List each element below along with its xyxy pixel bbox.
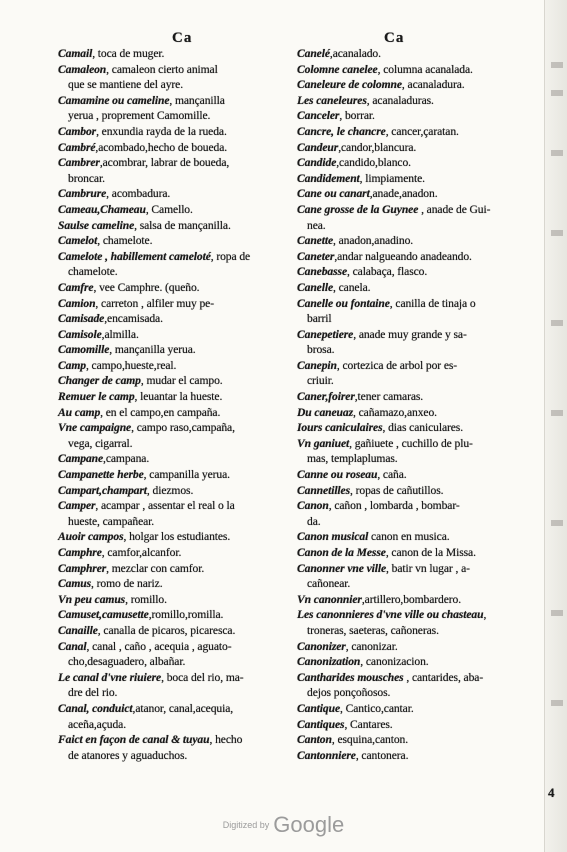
entry-definition: , toca de muger. (92, 47, 165, 60)
dictionary-entry-line (297, 296, 529, 312)
dictionary-entry-line (58, 155, 290, 171)
entry-headword: Vn canonnier (297, 592, 362, 606)
entry-definition: ,campana. (103, 452, 150, 466)
entry-definition: , campo,hueste,real. (85, 358, 177, 372)
entry-headword: Canal (58, 639, 87, 653)
dictionary-entry-line (58, 46, 290, 62)
entry-headword: Du caneuaz (297, 405, 354, 419)
dictionary-entry-line (58, 607, 290, 623)
entry-definition: , canon de la Missa. (385, 546, 476, 559)
dictionary-entry-line (297, 717, 529, 733)
entry-definition: de atanores y aguaduchos. (68, 748, 188, 762)
entry-definition: , anade de Gui- (418, 202, 491, 216)
entry-headword: Cantique (297, 701, 341, 715)
entry-headword: Canelé (297, 47, 330, 60)
dictionary-entry-line (58, 732, 290, 748)
entry-definition: , cancer,çaratan. (385, 124, 459, 138)
entry-definition: ,almilla. (101, 327, 139, 341)
entry-headword: Cane grosse de la Guynee (297, 202, 419, 216)
entry-definition: , mançanilla (169, 93, 225, 107)
entry-headword: Canonner vne ville (297, 561, 387, 575)
dictionary-entry-line (297, 46, 529, 62)
entry-definition: , calabaça, flasco. (347, 265, 428, 279)
entry-headword: Cambrer (58, 156, 100, 170)
entry-definition: ,tener camaras. (354, 390, 424, 404)
entry-definition: , batir vn lugar , a- (386, 561, 470, 575)
entry-definition: , mezclar con camfor. (106, 561, 205, 575)
entry-definition: , carreton , alfiler muy pe- (95, 296, 214, 310)
entry-headword: Iours caniculaires (297, 421, 383, 435)
dictionary-entry-line (58, 420, 290, 436)
dictionary-entry-line (297, 186, 529, 202)
entry-definition: , (483, 608, 487, 622)
entry-headword: Candeur (297, 140, 339, 154)
entry-headword: Remuer le camp (58, 390, 135, 404)
entry-headword: Canelle (297, 280, 334, 294)
entry-headword: Camion (58, 296, 96, 310)
entry-definition: , dias caniculares. (382, 421, 464, 435)
dictionary-column-left (58, 46, 290, 763)
google-logo: Google (273, 812, 345, 837)
entry-headword: Les canonnieres d'vne ville ou chasteau (297, 608, 484, 622)
entry-headword: Canonizer (297, 639, 346, 653)
entry-definition: , leuantar la hueste. (134, 390, 223, 404)
entry-headword: Camomille (58, 343, 110, 357)
dictionary-entry-line (297, 420, 529, 436)
entry-headword: Canne ou roseau (297, 468, 378, 482)
dictionary-entry-line (297, 498, 529, 514)
entry-headword: Cane ou canart (297, 187, 370, 201)
entry-headword: Vn peu camus (58, 592, 126, 606)
dictionary-entry-line (58, 358, 290, 374)
entry-headword: Canon musical (297, 530, 369, 544)
dictionary-entry-line (58, 77, 290, 93)
entry-headword: Au camp (58, 405, 101, 419)
dictionary-entry-line (297, 685, 529, 701)
dictionary-entry-line (297, 529, 529, 545)
entry-headword: Campane (58, 452, 104, 466)
entry-definition: cañonear. (307, 577, 351, 591)
dictionary-entry-line (58, 108, 290, 124)
entry-definition: , vee Camphre. (queño. (93, 280, 200, 294)
dictionary-entry-line (297, 218, 529, 234)
entry-definition: cho,desaguadero, albañar. (68, 655, 186, 669)
watermark-prefix: Digitized by (222, 820, 270, 830)
entry-definition: ,acanalado. (329, 47, 381, 60)
dictionary-entry-line (297, 514, 529, 530)
entry-definition: , mançanilla yerua. (109, 343, 196, 357)
entry-definition: ,romillo,romilla. (148, 608, 224, 622)
dictionary-entry-line (58, 701, 290, 717)
entry-definition: broncar. (68, 171, 105, 185)
dictionary-entry-line (58, 280, 290, 296)
entry-definition: , acanaladuras. (366, 93, 434, 107)
entry-headword: Cambré (58, 140, 96, 154)
entry-headword: Cambor (58, 124, 97, 138)
entry-definition: , diezmos. (146, 483, 194, 497)
entry-definition: , holgar los estudiantes. (123, 530, 231, 544)
dictionary-entry-line (58, 342, 290, 358)
dictionary-entry-line (58, 264, 290, 280)
entry-definition: ,anade,anadon. (369, 187, 438, 201)
entry-headword: Caneleure de colomne (297, 78, 402, 92)
entry-definition: ,candido,blanco. (336, 156, 411, 170)
dictionary-entry-line (58, 623, 290, 639)
entry-definition: , anadon,anadino. (333, 234, 414, 248)
dictionary-entry-line (58, 186, 290, 202)
entry-headword: Camphre (58, 546, 102, 559)
dictionary-entry-line (297, 108, 529, 124)
dictionary-entry-line (58, 467, 290, 483)
entry-headword: Canelle ou fontaine (297, 296, 390, 310)
entry-headword: Vn ganiuet (297, 436, 350, 450)
dictionary-entry-line (58, 670, 290, 686)
dictionary-entry-line (297, 436, 529, 452)
entry-headword: Auoir campos (58, 530, 124, 544)
dictionary-entry-line (58, 545, 290, 561)
dictionary-entry-line (58, 576, 290, 592)
entry-definition: , anade muy grande y sa- (353, 327, 467, 341)
entry-headword: Cantiques (297, 717, 345, 731)
entry-headword: Canton (297, 733, 332, 747)
entry-headword: Le canal d'vne riuiere (58, 670, 162, 684)
entry-headword: Camisole (58, 327, 102, 341)
entry-headword: Camuset,camusette (58, 608, 149, 622)
entry-headword: Cantonniere (297, 748, 356, 762)
dictionary-entry-line (58, 124, 290, 140)
digitization-watermark (0, 812, 567, 838)
dictionary-entry-line (58, 483, 290, 499)
entry-headword: Canonization (297, 655, 361, 669)
dictionary-entry-line (58, 717, 290, 733)
dictionary-entry-line (58, 249, 290, 265)
entry-definition: troneras, saeteras, cañoneras. (307, 623, 439, 637)
column-header-left: Ca (172, 30, 193, 46)
entry-headword: Canon de la Messe (297, 546, 386, 559)
dictionary-entry-line (297, 732, 529, 748)
entry-definition: , chamelote. (97, 234, 153, 248)
entry-definition: , canela. (333, 280, 371, 294)
dictionary-entry-line (297, 483, 529, 499)
dictionary-entry-line (58, 405, 290, 421)
entry-definition: nea. (307, 218, 326, 232)
entry-headword: Cambrure (58, 187, 107, 201)
entry-definition: , limpiamente. (359, 171, 425, 185)
dictionary-entry-line (297, 249, 529, 265)
entry-headword: Camisade (58, 312, 105, 326)
entry-definition: , canal , caño , acequia , aguato- (86, 639, 232, 653)
dictionary-entry-line (58, 296, 290, 312)
entry-definition: , cañamazo,anxeo. (353, 405, 437, 419)
entry-definition: , enxundia rayda de la rueda. (96, 124, 227, 138)
entry-headword: Camus (58, 577, 92, 591)
dictionary-entry-line (297, 62, 529, 78)
entry-definition: canon en musica. (368, 530, 450, 544)
entry-definition: , Cantares. (344, 717, 393, 731)
entry-definition: , en el campo,en campaña. (100, 405, 221, 419)
entry-definition: , canonizar. (345, 639, 398, 653)
entry-definition: , campanilla yerua. (143, 468, 230, 482)
dictionary-column-right (297, 46, 529, 763)
dictionary-entry-line (58, 311, 290, 327)
entry-headword: Canal, conduict (58, 701, 133, 715)
dictionary-entry-line (58, 233, 290, 249)
entry-headword: Les caneleures (297, 93, 367, 107)
entry-headword: Colomne canelee (297, 62, 378, 76)
entry-definition: , caña. (377, 468, 407, 482)
dictionary-entry-line (58, 171, 290, 187)
entry-headword: Camaleon (58, 62, 107, 76)
entry-headword: Cameau,Chameau (58, 202, 146, 216)
dictionary-entry-line (58, 561, 290, 577)
entry-headword: Canepin (297, 358, 337, 372)
entry-headword: Saulse cameline (58, 218, 135, 232)
dictionary-entry-line (297, 576, 529, 592)
entry-definition: , cañon , lombarda , bombar- (328, 499, 460, 513)
entry-headword: Canon (297, 499, 329, 513)
entry-definition: chamelote. (68, 265, 118, 279)
entry-headword: Camelote , habillement cameloté (58, 249, 211, 263)
entry-headword: Camfre (58, 280, 94, 294)
entry-definition: ,artillero,bombardero. (361, 592, 462, 606)
entry-definition: , camaleon cierto animal (106, 62, 218, 76)
dictionary-entry-line (297, 405, 529, 421)
entry-definition: dre del rio. (68, 686, 118, 700)
dictionary-entry-line (297, 124, 529, 140)
entry-definition: , camfor,alcanfor. (101, 546, 182, 559)
entry-definition: yerua , proprement Camomille. (68, 109, 211, 123)
dictionary-entry-line (297, 202, 529, 218)
entry-definition: , gañiuete , cuchillo de plu- (349, 436, 473, 450)
dictionary-entry-line (58, 140, 290, 156)
entry-headword: Canebasse (297, 265, 347, 279)
entry-definition: , columna acanalada. (377, 62, 473, 76)
entry-headword: Camelot (58, 234, 98, 248)
entry-definition: , campo raso,campaña, (131, 421, 235, 435)
dictionary-entry-line (58, 451, 290, 467)
entry-definition: , romillo. (125, 592, 167, 606)
dictionary-entry-line (58, 529, 290, 545)
entry-definition: , romo de nariz. (91, 577, 163, 591)
dictionary-entry-line (297, 748, 529, 764)
entry-headword: Camphrer (58, 561, 107, 575)
entry-headword: Camamine ou cameline (58, 93, 170, 107)
entry-definition: , canilla de tinaja o (389, 296, 476, 310)
entry-headword: Canepetiere (297, 327, 354, 341)
entry-headword: Faict en façon de canal & tuyau (58, 733, 210, 747)
dictionary-entry-line (297, 670, 529, 686)
dictionary-entry-line (58, 436, 290, 452)
entry-definition: ,andar nalgueando anadeando. (334, 249, 472, 263)
entry-headword: Vne campaigne (58, 421, 132, 435)
dictionary-entry-line (297, 358, 529, 374)
entry-definition: , borrar. (339, 109, 375, 123)
entry-headword: Canceler (297, 109, 340, 123)
dictionary-entry-line (58, 93, 290, 109)
entry-definition: que se mantiene del ayre. (68, 78, 183, 92)
entry-headword: Camper (58, 499, 96, 513)
dictionary-entry-line (297, 93, 529, 109)
dictionary-entry-line (58, 592, 290, 608)
dictionary-entry-line (297, 701, 529, 717)
entry-definition: , salsa de mançanilla. (134, 218, 231, 232)
dictionary-entry-line (58, 327, 290, 343)
dictionary-entry-line (297, 373, 529, 389)
dictionary-entry-line (297, 607, 529, 623)
entry-definition: , cantonera. (355, 748, 409, 762)
margin-mark: 4 (548, 785, 555, 800)
entry-headword: Candidement (297, 171, 360, 185)
dictionary-entry-line (297, 545, 529, 561)
entry-definition: , cantarides, aba- (403, 670, 484, 684)
dictionary-entry-line (297, 140, 529, 156)
entry-definition: ,acombado,hecho de boueda. (95, 140, 228, 154)
entry-definition: ,acombrar, labrar de boueda, (99, 156, 230, 170)
dictionary-entry-line (58, 389, 290, 405)
entry-definition: vega, cigarral. (68, 436, 133, 450)
entry-definition: criuir. (307, 374, 334, 388)
entry-definition: , mudar el campo. (140, 374, 223, 388)
dictionary-entry-line (297, 451, 529, 467)
entry-definition: , canonizacion. (360, 655, 429, 669)
entry-definition: , cortezica de arbol por es- (336, 358, 458, 372)
dictionary-entry-line (297, 233, 529, 249)
entry-headword: Candide (297, 156, 337, 170)
entry-definition: , boca del rio, ma- (161, 670, 244, 684)
entry-headword: Cannetilles (297, 483, 351, 497)
dictionary-entry-line (297, 654, 529, 670)
dictionary-entry-line (297, 171, 529, 187)
entry-definition: , acanaladura. (401, 78, 465, 92)
entry-definition: mas, templaplumas. (307, 452, 398, 466)
entry-headword: Changer de camp (58, 374, 141, 388)
dictionary-entry-line (297, 77, 529, 93)
dictionary-entry-line (297, 623, 529, 639)
entry-definition: , Camello. (145, 202, 193, 216)
entry-definition: aceña,açuda. (68, 717, 127, 731)
entry-definition: , ropas de cañutillos. (350, 483, 444, 497)
dictionary-entry-line (297, 342, 529, 358)
dictionary-entry-line (297, 639, 529, 655)
dictionary-entry-line (58, 685, 290, 701)
entry-definition: , acombadura. (106, 187, 171, 201)
entry-definition: ,encamisada. (104, 312, 163, 326)
dictionary-entry-line (297, 155, 529, 171)
entry-headword: Camail (58, 47, 93, 60)
dictionary-entry-line (58, 218, 290, 234)
dictionary-entry-line (58, 514, 290, 530)
dictionary-entry-line (58, 654, 290, 670)
entry-headword: Cantharides mousches (297, 670, 404, 684)
dictionary-entry-line (297, 389, 529, 405)
dictionary-entry-line (58, 639, 290, 655)
dictionary-entry-line (58, 498, 290, 514)
dictionary-entry-line (297, 467, 529, 483)
entry-definition: , hecho (209, 733, 243, 747)
dictionary-entry-line (58, 62, 290, 78)
entry-definition: ,candor,blancura. (338, 140, 417, 154)
entry-headword: Campart,champart (58, 483, 147, 497)
entry-definition: , ropa de (210, 249, 251, 263)
dictionary-entry-line (58, 373, 290, 389)
entry-definition: dejos ponçoñosos. (307, 686, 391, 700)
entry-headword: Campanette herbe (58, 468, 144, 482)
column-header-right: Ca (384, 30, 405, 46)
dictionary-entry-line (297, 561, 529, 577)
dictionary-entry-line (58, 748, 290, 764)
entry-definition: , esquina,canton. (331, 733, 409, 747)
dictionary-entry-line (58, 202, 290, 218)
entry-headword: Cancre, le chancre (297, 124, 386, 138)
entry-definition: da. (307, 514, 321, 528)
entry-headword: Caneter (297, 249, 335, 263)
dictionary-entry-line (297, 311, 529, 327)
entry-headword: Canette (297, 234, 334, 248)
entry-definition: brosa. (307, 343, 335, 357)
dictionary-entry-line (297, 280, 529, 296)
dictionary-entry-line (297, 264, 529, 280)
entry-definition: , acampar , assentar el real o la (95, 499, 235, 513)
entry-headword: Camp (58, 358, 86, 372)
entry-definition: , Cantico,cantar. (340, 701, 414, 715)
entry-definition: ,atanor, canal,acequia, (132, 701, 234, 715)
entry-definition: barril (307, 312, 332, 326)
dictionary-entry-line (297, 327, 529, 343)
adjacent-page-edge (544, 0, 567, 852)
entry-headword: Canaille (58, 623, 98, 637)
entry-definition: hueste, campañear. (68, 514, 155, 528)
dictionary-entry-line (297, 592, 529, 608)
entry-headword: Caner,foirer (297, 390, 355, 404)
entry-definition: , canalla de picaros, picaresca. (97, 623, 236, 637)
